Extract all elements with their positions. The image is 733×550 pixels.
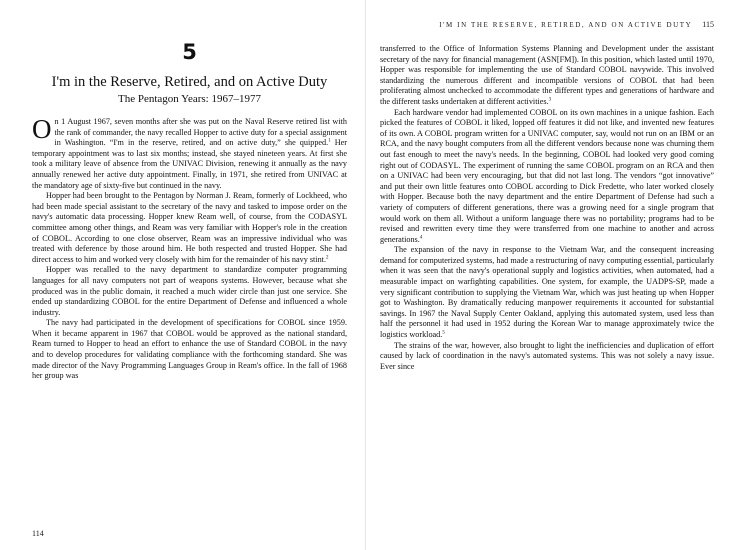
running-head [439, 20, 714, 29]
paragraph-text: The navy had participated in the development of specifications for COBOL since 1959. When it became apparent in 1967 that COBOL would be approved as the national standard, Ream turned to Hopper to head an effort to enhance the use of Standard COBOL in the navy and to develop procedures for validating compliance with the forthcoming standard. She was made director of the Navy Programming Languages Group in Ream's office. In the fall of 1968 her group was [32, 318, 347, 381]
paragraph [380, 341, 714, 373]
page-number: 115 [702, 20, 714, 29]
paragraph-text: The strains of the war, however, also brought to light the inefficiencies and duplication of effort caused by lack of coordination in the navy's automated systems. This was not solely a navy issue. Ever since [380, 340, 714, 371]
paragraph-text: Each hardware vendor had implemented COBOL on its own machines in a unique fashion. Each picked the features of COBOL it liked, lopped off features it did not like, and invented new features of its own. A COBOL program written for a UNIVAC computer, say, would not run on an IBM or an RCA, and the navy bought computers from all the different vendors because none was churning them out fast enough to meet the navy's needs. In the beginning, COBOL had looked very good coming right out of CODASYL. The experiment of running the same COBOL program on an RCA and then on a UNIVAC had been very encouraging, but that did not last long. The vendors “got innovative” and put their own little features onto COBOL according to Dick Fredette, who later worked closely with Hopper. Because both the navy department and the entire Department of Defense had such a variety of computers of different generations, there was a growing need for a single program that would work on them all. Without a uniform language there was no portability; programs had to be revised and rewritten every time they were transferred from one machine to another and across generations. [380, 107, 714, 244]
footnote-ref: 1 [328, 138, 331, 144]
right-body-text [380, 44, 714, 372]
footnote-ref: 5 [442, 330, 445, 336]
left-body-text [32, 114, 347, 382]
paragraph-text: Hopper had been brought to the Pentagon by Norman J. Ream, formerly of Lockheed, who had been made special assistant to the secretary of the navy and tasked to impose order on the navy's automatic data processing. Hopper knew Ream well, of course, from the CODASYL committee among other things, and Ream was very familiar with Hopper's role in the creation of COBOL. According to one close observer, Ream was an impressive individual who was treated with deference by those around him. He both respected and trusted Hopper. She had direct access to him and worked very closely with him for the remainder of his navy stint. [32, 191, 347, 264]
paragraph [380, 44, 714, 108]
footnote-ref: 3 [548, 97, 552, 103]
paragraph-text: Her temporary appointment was to last six months; instead, she stayed nineteen years. At first she took a military leave of absence from the UNIVAC Division, renewing it annually as the navy annually renewed her active duty appointment. Finally, in 1971, she retired from UNIVAC at the mandatory age of sixty-five but continued in the navy. [32, 138, 347, 190]
right-page [366, 0, 732, 550]
page-number: 114 [32, 529, 44, 538]
chapter-subtitle: The Pentagon Years: 1967–1977 [118, 93, 261, 105]
chapter-number: 5 [182, 40, 197, 64]
running-head-title: I'M IN THE RESERVE, RETIRED, AND ON ACTIVE DUTY [439, 21, 693, 29]
paragraph-text: transferred to the Office of Information Systems Planning and Development under the assistant secretary of the navy for financial management (ASN[FM]). In this position, which lasted until 1970, Hopper was responsible for implementing the use of Standard COBOL navywide. This involved standardizing the numerous different and incompatible versions of COBOL that had been proliferating almost unchecked to accommodate the different types and generations of hardware and the different tasks undertaken at different activities. [380, 44, 714, 106]
footnote-ref: 2 [326, 254, 329, 260]
drop-cap: O [32, 114, 52, 144]
chapter-title: I'm in the Reserve, Retired, and on Active Duty [51, 74, 328, 90]
paragraph [32, 114, 347, 191]
footnote-ref: 4 [419, 234, 423, 240]
paragraph [380, 108, 714, 246]
paragraph-text: Hopper was recalled to the navy department to standardize computer programming languages for all navy computers not part of weapons systems. However, because what she produced was in the public domain, it reached a much wider circle than just one service. She ended up standardizing COBOL for the entire Department of Defense and influenced a whole industry. [32, 265, 347, 317]
paragraph-text: The expansion of the navy in response to the Vietnam War, and the consequent increasing demand for computerized systems, had made a restructuring of navy computing essential, particularly when it was seen that the navy's operational supply and logistics activities, when automated, had a measurable impact on warfighting capabilities. One system, for example, the UADPS-SP, made a very significant contribution to supplying the Vietnam War, which was just heating up when Hopper got to Washington. By dramatically reducing manpower requirements it accounted for substantial savings. In 1967 the Naval Supply Center Oakland, applying this automated system, used less than half the personnel it had used in 1952 during the Korean War to manage approximately twice the logistics workload. [380, 245, 714, 340]
paragraph-text: n 1 August 1967, seven months after she was put on the Naval Reserve retired list with the rank of commander, the navy recalled Hopper to active duty for a special assignment in Washington. “I'm in the reserve, retired, and on active duty,” she quipped. [54, 117, 347, 148]
paragraph [32, 318, 347, 382]
paragraph [32, 191, 347, 265]
paragraph [32, 265, 347, 318]
left-page [0, 0, 366, 550]
paragraph [380, 245, 714, 340]
